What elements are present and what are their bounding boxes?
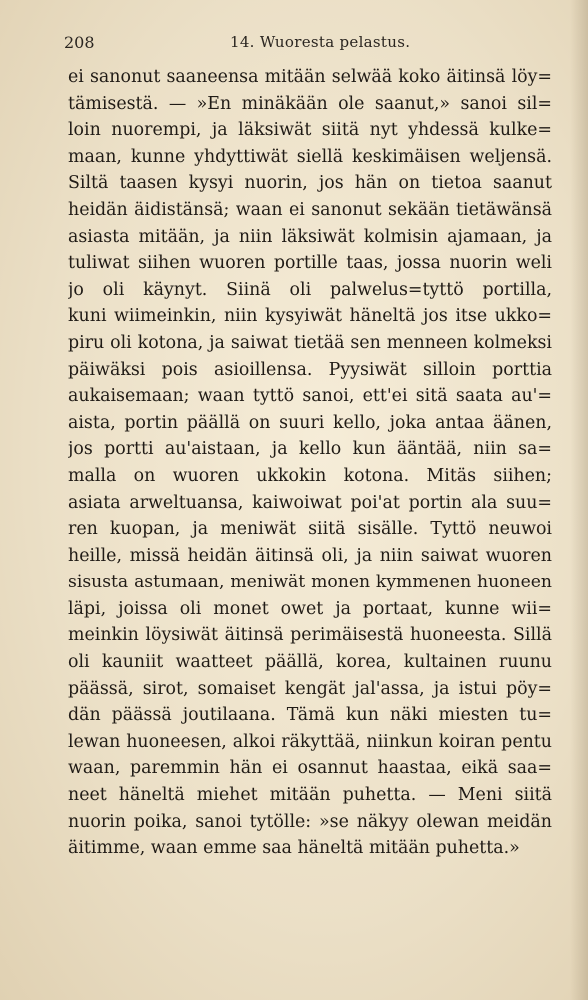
- text-line: Siltä taasen kysyi nuorin, jos hän on tietoa saanut: [68, 173, 552, 194]
- text-line: heille, missä heidän äitinsä oli, ja niin saiwat wuoren: [68, 545, 552, 566]
- text-line: ren kuopan, ja meniwät siitä sisälle. Tyttö neuwoi: [68, 519, 552, 540]
- text-line: malla on wuoren ukkokin kotona. Mitäs siihen;: [68, 465, 552, 486]
- body-text: [68, 64, 552, 862]
- text-line: ei sanonut saaneensa mitään selwää koko äitinsä löy=: [68, 67, 552, 87]
- text-line: lewan huoneesen, alkoi räkyttää, niinkun koiran pentu: [68, 731, 552, 752]
- text-line: kuni wiimeinkin, niin kysyiwät häneltä jos itse ukko=: [68, 306, 552, 327]
- text-line: asiata arweltuansa, kaiwoiwat poi'at portin ala suu=: [68, 492, 552, 513]
- text-line: jos portti au'aistaan, ja kello kun ääntää, niin sa=: [68, 439, 552, 460]
- text-line: päässä, sirot, somaiset kengät jal'assa, ja istui pöy=: [68, 678, 552, 699]
- text-line: oli kauniit waatteet päällä, korea, kultainen ruunu: [68, 652, 552, 673]
- text-line: dän päässä joutilaana. Tämä kun näki miesten tu=: [68, 705, 552, 726]
- text-line: äitimme, waan emme saa häneltä mitään puhetta.»: [68, 838, 520, 859]
- text-line: asiasta mitään, ja niin läksiwät kolmisin ajamaan, ja: [68, 226, 552, 247]
- text-line: aukaisemaan; waan tyttö sanoi, ett'ei sitä saata au'=: [68, 386, 552, 407]
- text-line: meinkin löysiwät äitinsä perimäisestä huoneesta. Sillä: [68, 625, 552, 646]
- text-line: tämisestä. — »En minäkään ole saanut,» sanoi sil=: [68, 93, 552, 114]
- text-line: piru oli kotona, ja saiwat tietää sen menneen kolmeksi: [68, 332, 552, 353]
- text-line: tuliwat siihen wuoren portille taas, jossa nuorin weli: [68, 253, 552, 274]
- text-line: nuorin poika, sanoi tytölle: »se näkyy olewan meidän: [68, 811, 552, 832]
- text-line: maan, kunne yhdyttiwät siellä keskimäisen weljensä.: [68, 146, 552, 167]
- text-line: läpi, joissa oli monet owet ja portaat, kunne wii=: [68, 598, 552, 619]
- running-head: 14. Wuoresta pelastus.: [230, 33, 411, 51]
- text-line: neet häneltä miehet mitään puhetta. — Meni siitä: [68, 785, 552, 806]
- page-number: 208: [64, 33, 95, 52]
- spine-shadow: [570, 0, 588, 1000]
- text-line: sisusta astumaan, meniwät monen kymmenen huoneen: [68, 572, 552, 593]
- text-line: aista, portin päällä on suuri kello, joka antaa äänen,: [68, 412, 552, 433]
- text-line: jo oli käynyt. Siinä oli palwelus=tyttö portilla,: [68, 279, 552, 300]
- text-line: päiwäksi pois asioillensa. Pyysiwät silloin porttia: [68, 359, 552, 380]
- text-line: heidän äidistänsä; waan ei sanonut sekään tietäwänsä: [68, 199, 552, 220]
- text-line: loin nuorempi, ja läksiwät siitä nyt yhdessä kulke=: [68, 120, 552, 141]
- text-line: waan, paremmin hän ei osannut haastaa, eikä saa=: [68, 758, 552, 779]
